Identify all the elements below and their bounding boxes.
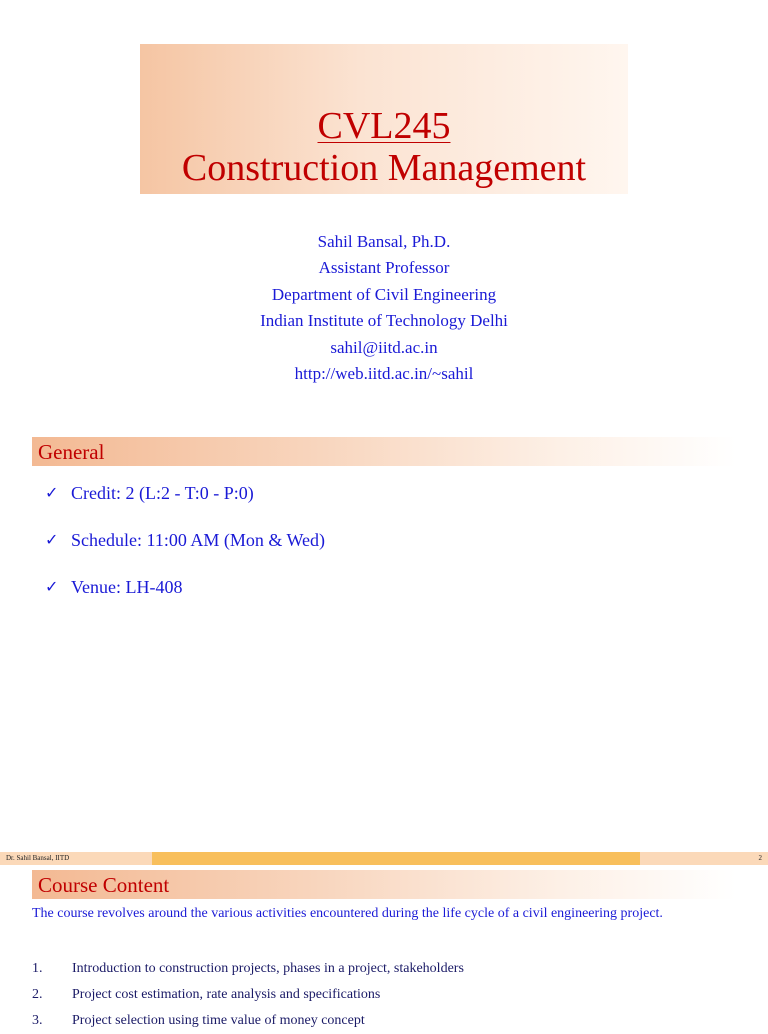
general-section-header: [32, 437, 736, 466]
author-name: Sahil Bansal, Ph.D.: [317, 232, 451, 251]
checkmark-icon: ✓: [45, 577, 59, 596]
author-institute: Indian Institute of Technology Delhi: [260, 311, 508, 331]
course-content-heading: Course Content: [38, 873, 170, 897]
course-code: CVL245: [317, 105, 451, 147]
checkmark-icon: ✓: [45, 530, 59, 549]
author-department: Department of Civil Engineering: [271, 284, 497, 304]
author-block: [0, 229, 768, 387]
author-website[interactable]: http://web.iitd.ac.in/~sahil: [294, 364, 474, 384]
footer-author: Dr. Sahil Bansal, IITD: [6, 854, 70, 862]
course-content-section-header: [32, 870, 736, 899]
checkmark-icon: ✓: [45, 483, 59, 502]
slide-footer: [0, 852, 768, 865]
page-number: 2: [758, 854, 762, 862]
author-position: Assistant Professor: [318, 258, 450, 278]
course-content-intro: The course revolves around the various activities encountered during the life cycle of a civil engineering project.: [32, 906, 663, 921]
footer-stripe: [152, 852, 640, 865]
general-heading: General: [38, 440, 105, 464]
course-name: Construction Management: [181, 147, 587, 189]
author-email[interactable]: sahil@iitd.ac.in: [330, 337, 438, 357]
